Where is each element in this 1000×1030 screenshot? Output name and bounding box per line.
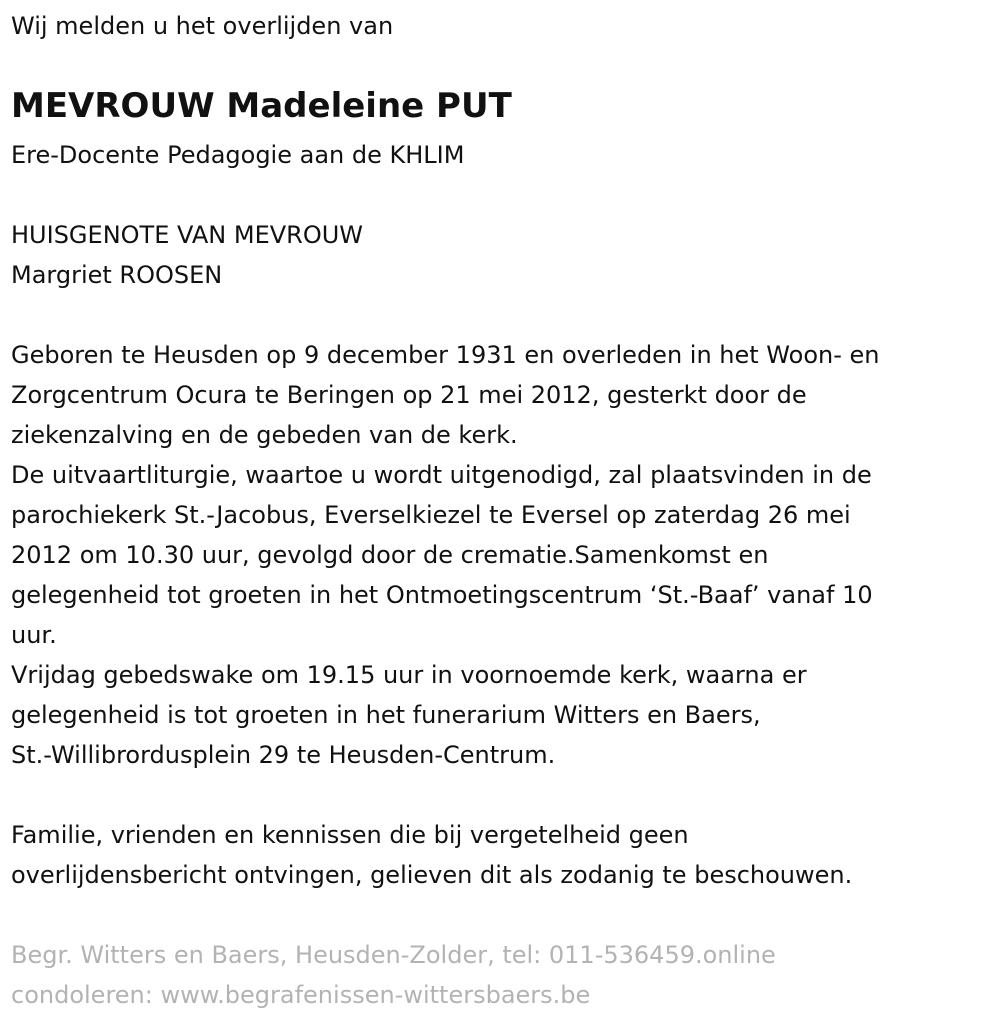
body-line: De uitvaartliturgie, waartoe u wordt uitgenodigd, zal plaatsvinden in de [11, 461, 872, 489]
body-line: St.-Willibrordusplein 29 te Heusden-Centrum. [11, 741, 556, 769]
footer-line: Begr. Witters en Baers, Heusden-Zolder, tel: 011-536459.online [11, 941, 776, 969]
family-line: overlijdensbericht ontvingen, gelieven dit als zodanig te beschouwen. [11, 861, 853, 889]
body-line: uur. [11, 621, 57, 649]
partner-relation: HUISGENOTE VAN MEVROUW [11, 221, 364, 249]
family-note [11, 815, 852, 895]
undertaker-footer [11, 935, 776, 1015]
body-line: 2012 om 10.30 uur, gevolgd door de crematie.Samenkomst en [11, 541, 769, 569]
deceased-title-block [11, 135, 464, 175]
body-line: parochiekerk St.-Jacobus, Everselkiezel te Eversel op zaterdag 26 mei [11, 501, 851, 529]
body-line: gelegenheid tot groeten in het Ontmoetingscentrum ‘St.-Baaf’ vanaf 10 [11, 581, 873, 609]
family-line: Familie, vrienden en kennissen die bij vergetelheid geen [11, 821, 689, 849]
deceased-title: Ere-Docente Pedagogie aan de KHLIM [11, 141, 465, 169]
intro-text: Wij melden u het overlijden van [11, 12, 394, 40]
body-line: Zorgcentrum Ocura te Beringen op 21 mei 2012, gesterkt door de [11, 381, 807, 409]
footer-line: condoleren: www.begrafenissen-wittersbaers.be [11, 981, 591, 1009]
body-line: Geboren te Heusden op 9 december 1931 en overleden in het Woon- en [11, 341, 880, 369]
deceased-name: MEVROUW Madeleine PUT [11, 86, 512, 126]
partner-name: Margriet ROOSEN [11, 261, 223, 289]
body-line: Vrijdag gebedswake om 19.15 uur in voornoemde kerk, waarna er [11, 661, 807, 689]
body-line: ziekenzalving en de gebeden van de kerk. [11, 421, 518, 449]
funeral-details [11, 335, 879, 775]
body-line: gelegenheid is tot groeten in het funerarium Witters en Baers, [11, 701, 761, 729]
partner-block [11, 215, 363, 295]
